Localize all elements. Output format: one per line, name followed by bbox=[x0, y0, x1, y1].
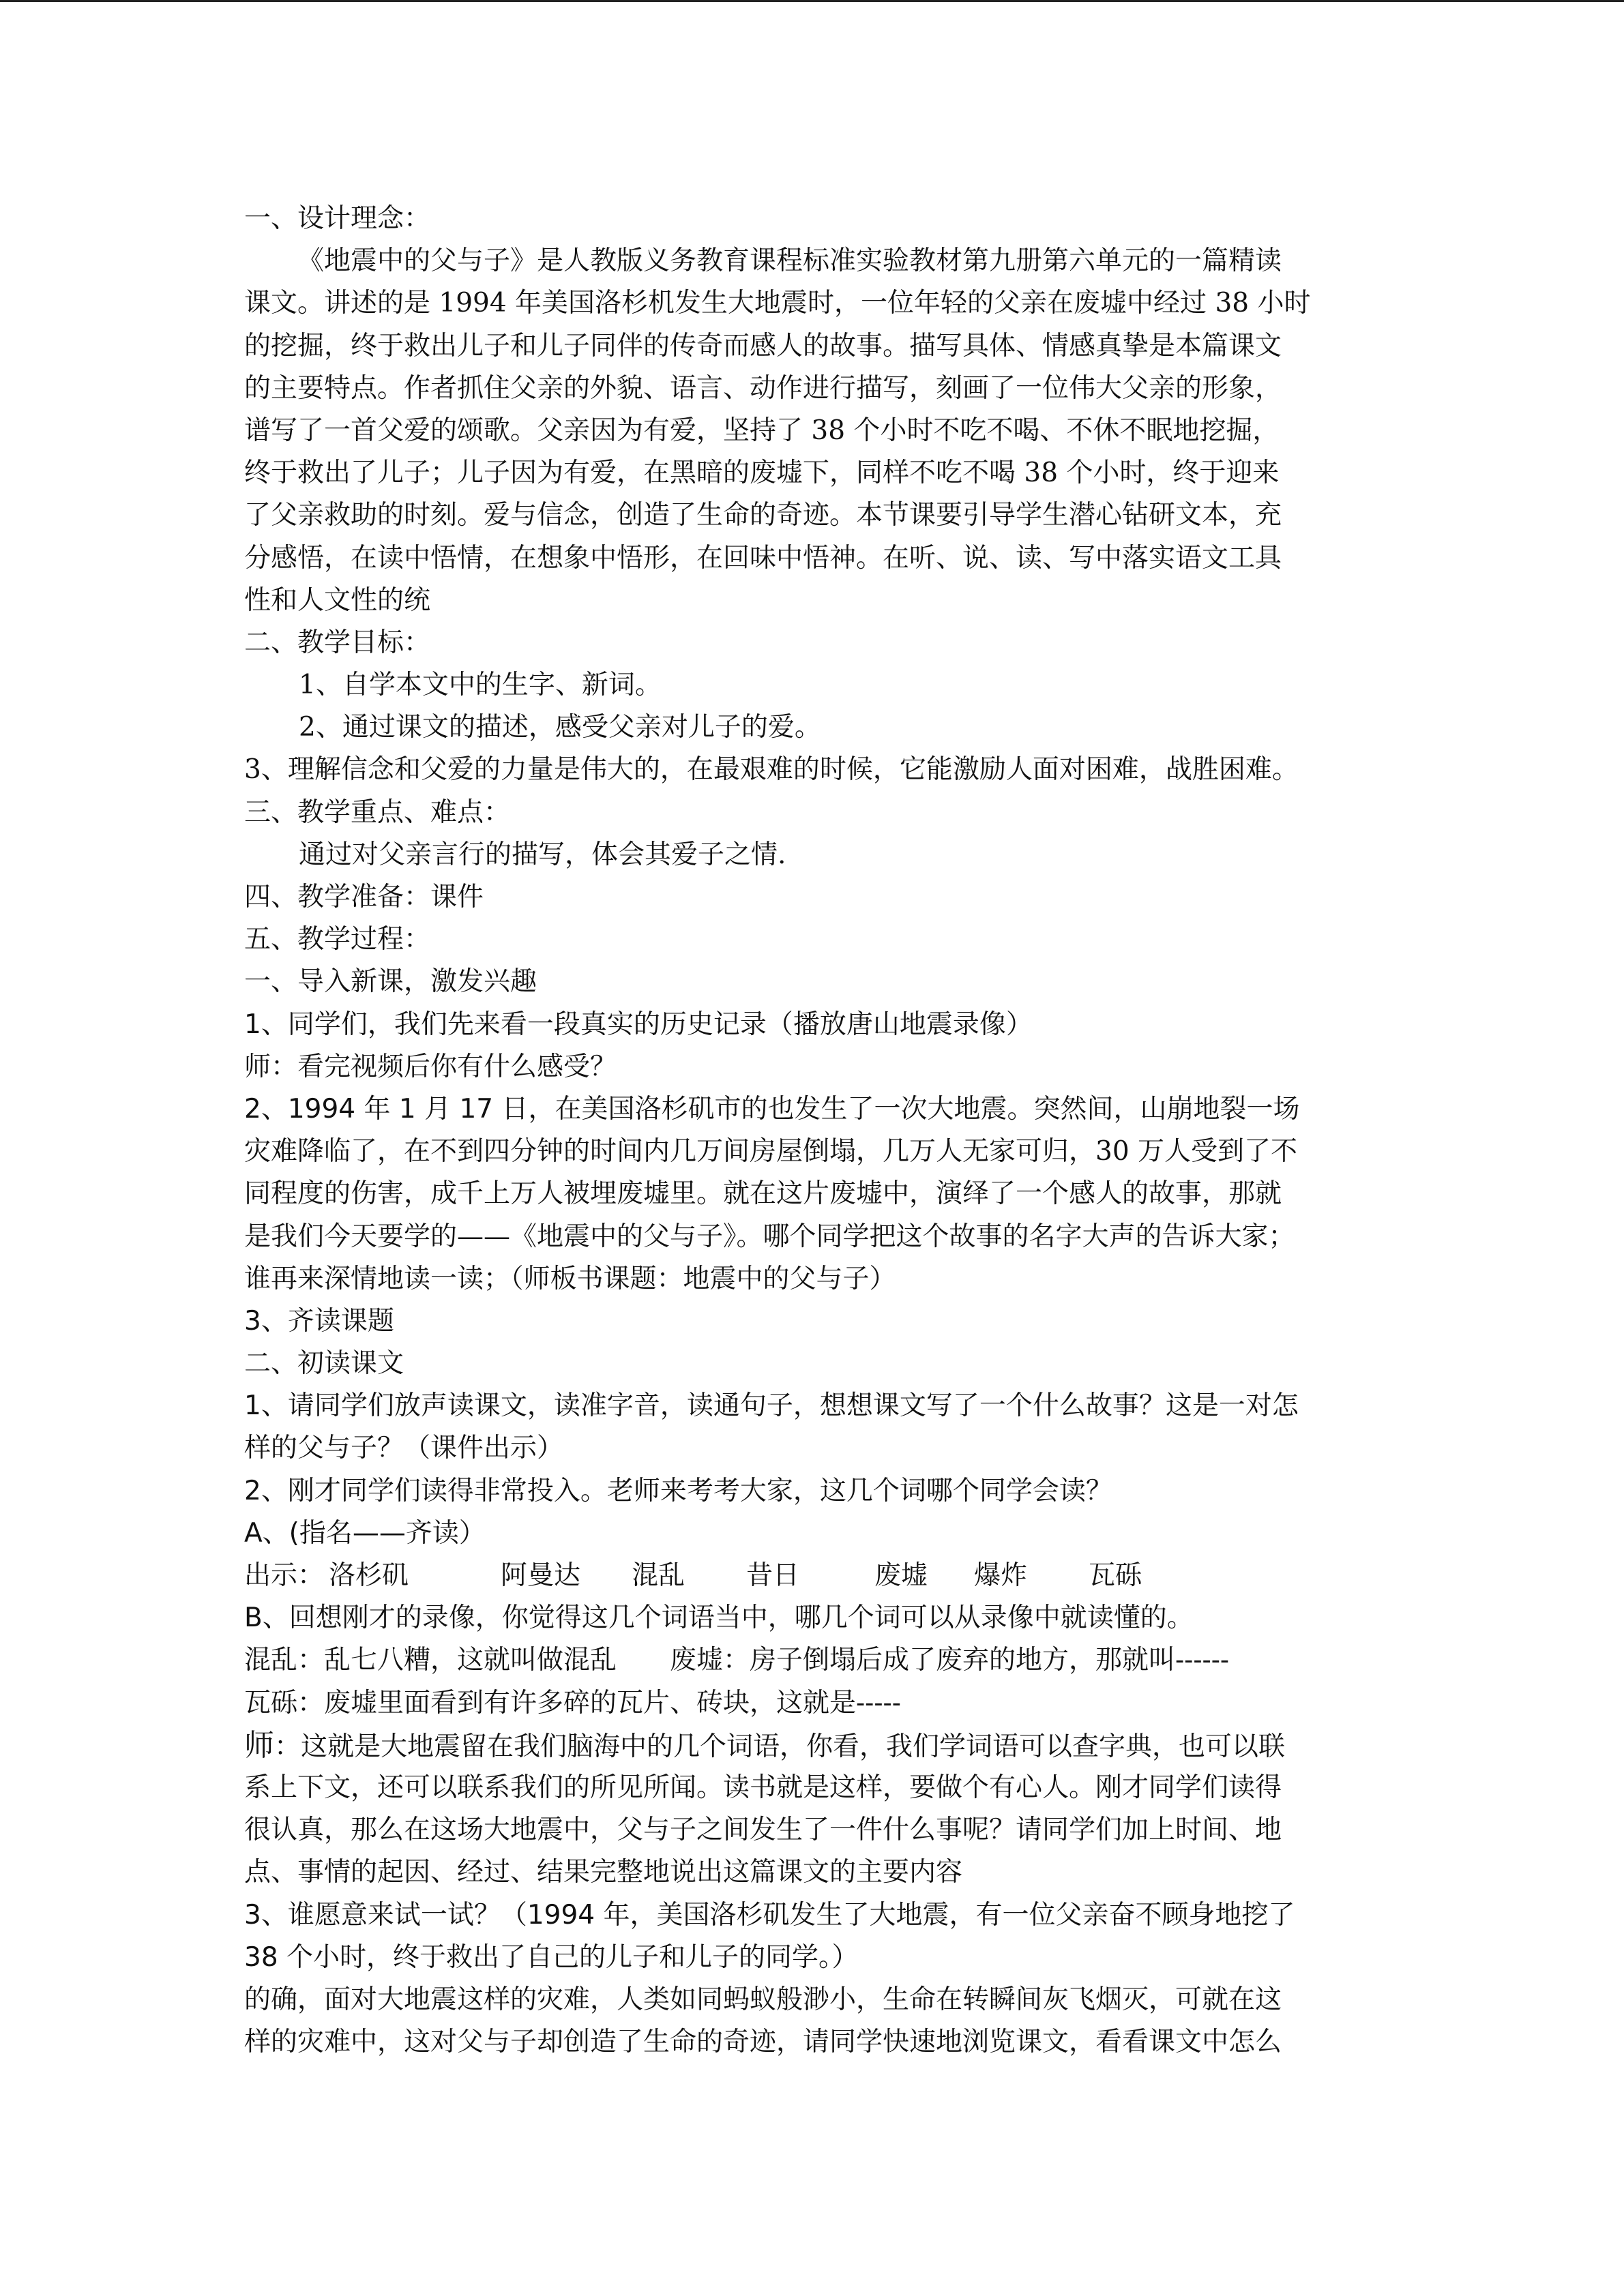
word-item: 废墟 bbox=[874, 1560, 928, 1591]
word-item: 爆炸 bbox=[974, 1560, 1028, 1591]
paragraph-line: 的主要特点。作者抓住父亲的外貌、语言、动作进行描写，刻画了一位伟大父亲的形象， bbox=[244, 372, 1282, 404]
paragraph-line: 3、齐读课题 bbox=[244, 1305, 394, 1337]
word-list bbox=[244, 1555, 1381, 1597]
paragraph-line: 师：看完视频后你有什么感受？ bbox=[244, 1051, 617, 1082]
teacher-label: 师 bbox=[244, 1727, 274, 1763]
teacher-line bbox=[244, 1725, 1381, 1767]
step-heading: 一、导入新课，激发兴趣 bbox=[244, 966, 537, 998]
paragraph-line: 38 个小时，终于救出了自己的儿子和儿子的同学。） bbox=[244, 1941, 859, 1973]
teacher-text: ：这就是大地震留在我们脑海中的几个词语，你看，我们学词语可以查字典，也可以联 bbox=[274, 1731, 1286, 1762]
section-heading-process: 五、教学过程： bbox=[244, 924, 431, 955]
goal-item: 2、通过课文的描述，感受父亲对儿子的爱。 bbox=[299, 712, 821, 743]
paragraph-line: 谱写了一首父爱的颂歌。父亲因为有爱，坚持了 38 个小时不吃不喝、不休不眠地挖掘， bbox=[244, 415, 1280, 446]
goal-item: 3、理解信念和父爱的力量是伟大的，在最艰难的时候，它能激励人面对困难，战胜困难。 bbox=[244, 754, 1299, 786]
paragraph-line: 同程度的伤害，成千上万人被埋废墟里。就在这片废墟中，演绎了一个感人的故事，那就 bbox=[244, 1178, 1282, 1210]
paragraph-line: B、回想刚才的录像，你觉得这几个词语当中，哪几个词可以从录像中就读懂的。 bbox=[244, 1602, 1194, 1634]
paragraph-line: 混乱：乱七八糟，这就叫做混乱 废墟：房子倒塌后成了废弃的地方，那就叫------ bbox=[244, 1645, 1230, 1676]
paragraph-line: 很认真，那么在这场大地震中，父与子之间发生了一件什么事呢？请同学们加上时间、地 bbox=[244, 1815, 1282, 1846]
key-point-text: 通过对父亲言行的描写，体会其爱子之情. bbox=[299, 839, 786, 870]
paragraph-line: 灾难降临了，在不到四分钟的时间内几万间房屋倒塌，几万人无家可归，30 万人受到了不 bbox=[244, 1136, 1298, 1167]
paragraph-line: 的挖掘，终于救出儿子和儿子同伴的传奇而感人的故事。描写具体、情感真挚是本篇课文 bbox=[244, 330, 1282, 361]
paragraph-line: 点、事情的起因、经过、结果完整地说出这篇课文的主要内容 bbox=[244, 1857, 963, 1888]
paragraph-line: 了父亲救助的时刻。爱与信念，创造了生命的奇迹。本节课要引导学生潜心钻研文本，充 bbox=[244, 500, 1282, 531]
paragraph-line: 终于救出了儿子；儿子因为有爱，在黑暗的废墟下，同样不吃不喝 38 个小时，终于迎来 bbox=[244, 458, 1280, 489]
word-item: 阿曼达 bbox=[501, 1560, 581, 1591]
paragraph-line: 谁再来深情地读一读；（师板书课题：地震中的父与子） bbox=[244, 1263, 896, 1294]
paragraph-line: A、(指名——齐读） bbox=[244, 1517, 486, 1549]
word-item: 瓦砾 bbox=[1089, 1560, 1142, 1591]
section-heading-goals: 二、教学目标： bbox=[244, 627, 431, 658]
word-item: 洛杉矶 bbox=[329, 1560, 409, 1591]
top-border bbox=[0, 0, 1624, 2]
paragraph-line: 2、1994 年 1 月 17 日，在美国洛杉矶市的也发生了一次大地震。突然间，山崩地裂一场 bbox=[244, 1093, 1300, 1124]
section-heading-key-points: 三、教学重点、难点： bbox=[244, 796, 511, 828]
paragraph-line: 《地震中的父与子》是人教版义务教育课程标准实验教材第九册第六单元的一篇精读 bbox=[297, 245, 1282, 277]
word-item: 昔日 bbox=[746, 1560, 800, 1591]
paragraph-line: 性和人文性的统 bbox=[244, 584, 431, 616]
paragraph-line: 系上下文，还可以联系我们的所见所闻。读书就是这样，要做个有心人。刚才同学们读得 bbox=[244, 1772, 1282, 1803]
step-heading: 二、初读课文 bbox=[244, 1348, 404, 1380]
paragraph-line: 的确，面对大地震这样的灾难，人类如同蚂蚁般渺小，生命在转瞬间灰飞烟灭，可就在这 bbox=[244, 1984, 1282, 2015]
paragraph-line: 样的灾难中，这对父与子却创造了生命的奇迹，请同学快速地浏览课文，看看课文中怎么 bbox=[244, 2027, 1282, 2058]
paragraph-line: 1、请同学们放声读课文，读准字音，读通句子，想想课文写了一个什么故事？这是一对怎 bbox=[244, 1390, 1299, 1422]
paragraph-line: 瓦砾：废墟里面看到有许多碎的瓦片、砖块，这就是----- bbox=[244, 1687, 901, 1718]
goal-item: 1、自学本文中的生字、新词。 bbox=[299, 670, 662, 701]
section-heading-design: 一、设计理念： bbox=[244, 203, 431, 234]
paragraph-line: 是我们今天要学的——《地震中的父与子》。哪个同学把这个故事的名字大声的告诉大家； bbox=[244, 1221, 1295, 1252]
paragraph-line: 样的父与子？（课件出示） bbox=[244, 1433, 564, 1464]
paragraph-line: 课文。讲述的是 1994 年美国洛杉机发生大地震时，一位年轻的父亲在废墟中经过 38 小时 bbox=[244, 288, 1311, 319]
section-heading-preparation: 四、教学准备：课件 bbox=[244, 882, 484, 912]
paragraph-line: 3、谁愿意来试一试？（1994 年，美国洛杉矶发生了大地震，有一位父亲奋不顾身地挖了 bbox=[244, 1899, 1295, 1930]
paragraph-line: 2、刚才同学们读得非常投入。老师来考考大家，这几个词哪个同学会读？ bbox=[244, 1475, 1112, 1506]
word-list-label: 出示： bbox=[244, 1560, 325, 1591]
paragraph-line: 1、同学们，我们先来看一段真实的历史记录（播放唐山地震录像） bbox=[244, 1009, 1033, 1040]
word-item: 混乱 bbox=[632, 1560, 685, 1591]
paragraph-line: 分感悟，在读中悟情，在想象中悟形，在回味中悟神。在听、说、读、写中落实语文工具 bbox=[244, 542, 1282, 573]
document-body bbox=[244, 198, 1381, 2063]
